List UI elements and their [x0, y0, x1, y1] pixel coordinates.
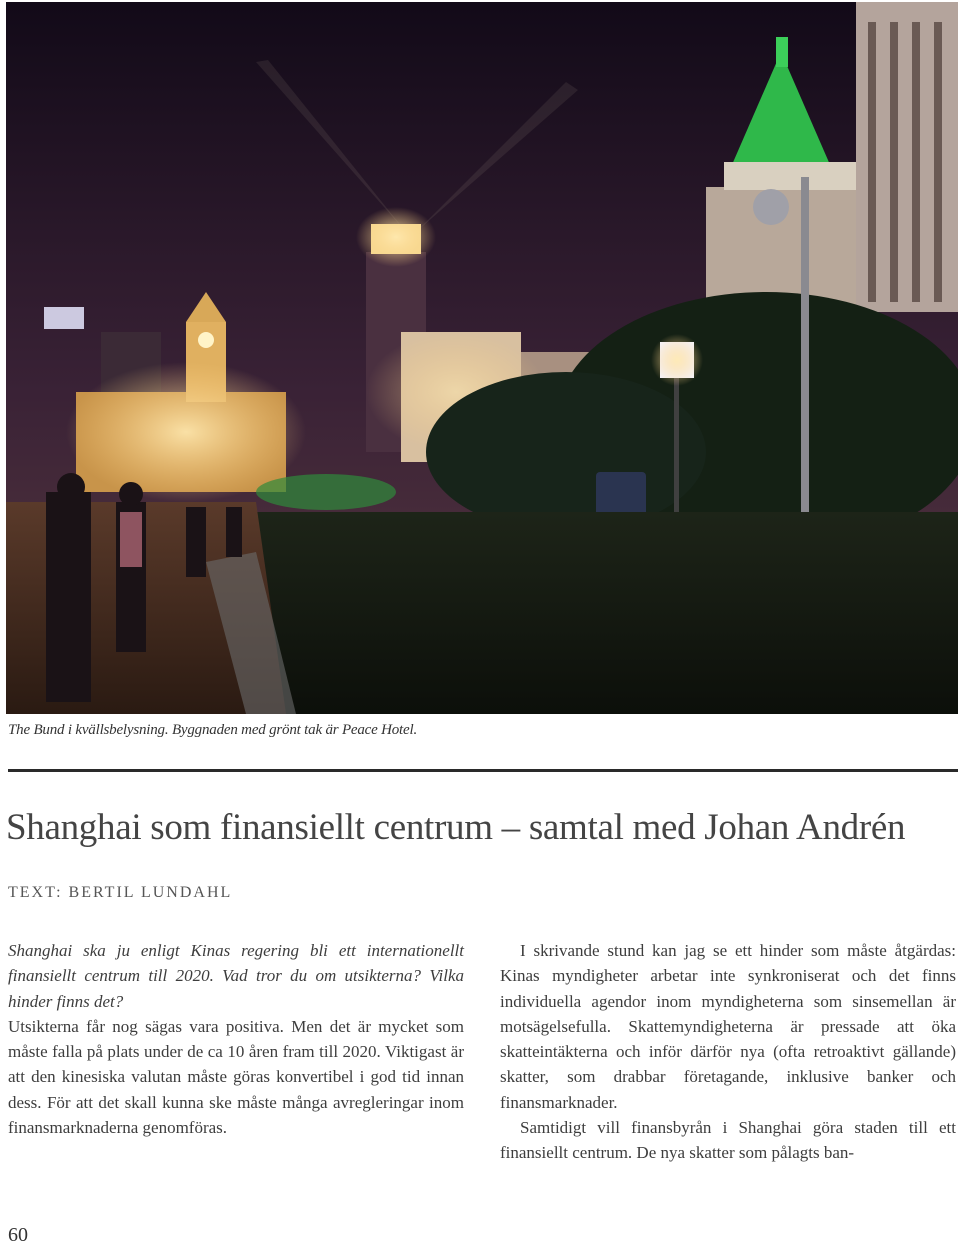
article-byline: TEXT: BERTIL LUNDAHL: [8, 884, 233, 901]
article-title: Shanghai som finansiellt centrum – samtal med Johan Andrén: [6, 807, 906, 848]
answer-paragraph-2: I skrivande stund kan jag se ett hinder som måste åtgärdas: Kinas myndigheter arbetar inte synkroniserat och det finns individuella agendor inom myndigheterna som sinsemellan är motsägelsefulla. Skattemyndigheterna är pressade att öka skatteintäkterna och inför därför nya (ofta retroaktivt gällande) skatter, som drabbar företagande, inklusive banker och finansmarknader.: [500, 941, 956, 1112]
photo-caption: The Bund i kvällsbelysning. Byggnaden med grönt tak är Peace Hotel.: [8, 722, 418, 738]
bund-night-photo: [6, 2, 958, 714]
text-column-left: [8, 938, 464, 1140]
page-number: 60: [8, 1224, 28, 1246]
interview-question: Shanghai ska ju enligt Kinas regering bli ett internationellt finansiellt centrum till 2020. Vad tror du om utsikterna? Vilka hinder finns det?: [8, 941, 464, 1011]
answer-paragraph-1: Utsikterna får nog sägas vara positiva. Men det är mycket som måste falla på plats under de ca 10 åren fram till 2020. Viktigast är att den kinesiska valutan måste göras konvertibel i god tid innan dess. För att det skall kunna ske måste många avregleringar inom finansmarknaderna genomföras.: [8, 1016, 464, 1138]
section-divider: [8, 769, 958, 772]
answer-paragraph-3: Samtidigt vill finansbyrån i Shanghai göra staden till ett finansiellt centrum. De nya skatter som pålagts ban-: [500, 1118, 956, 1163]
text-column-right: [500, 938, 956, 1166]
